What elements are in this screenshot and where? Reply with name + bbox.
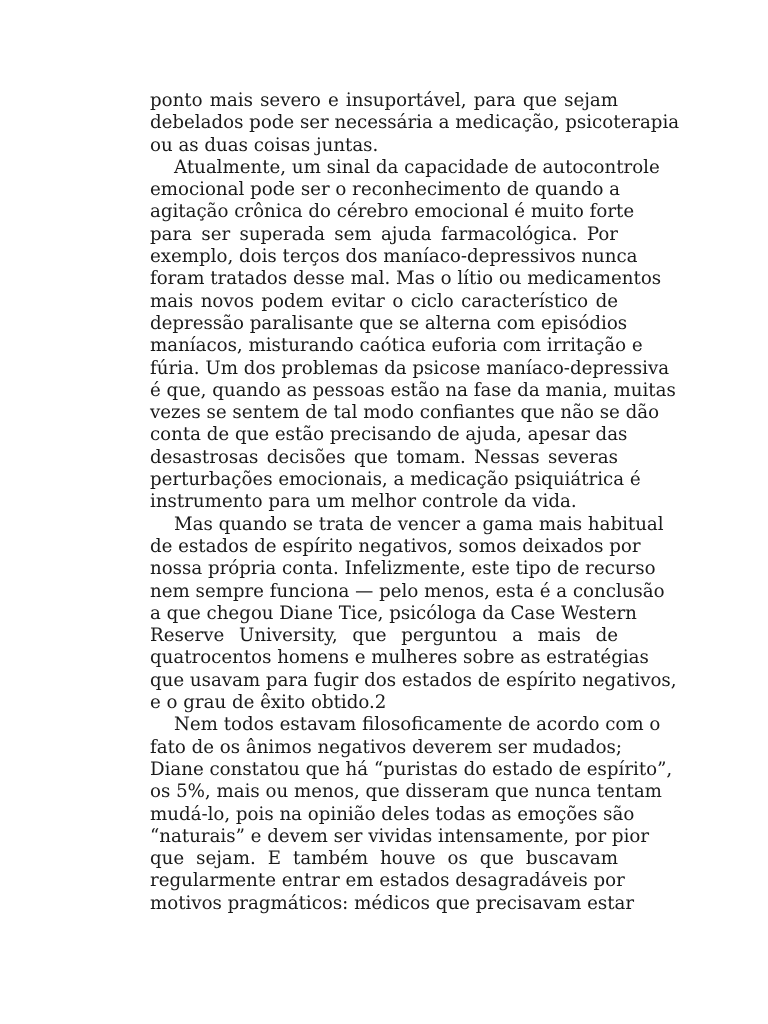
text-line: quatrocentos homens e mulheres sobre as estratégias [150,647,649,669]
text-line: emocional pode ser o reconhecimento de quando a [150,179,621,201]
text-line: instrumento para um melhor controle da vida. [150,491,577,513]
text-line: a que chegou Diane Tice, psicóloga da Case Western [150,602,637,624]
text-line: regularmente entrar em estados desagradáveis por [150,870,625,892]
text-line: Atualmente, um sinal da capacidade de autocontrole [174,156,660,178]
text-line: exemplo, dois terços dos maníaco-depressivos nunca [150,246,638,268]
text-line: que usavam para fugir dos estados de espírito negativos, [150,669,677,691]
text-line: perturbações emocionais, a medicação psiquiátrica é [150,469,641,491]
text-line: “naturais” e devem ser vividas intensamente, por pior [150,825,650,847]
text-line: fúria. Um dos problemas da psicose maníaco-depressiva [150,357,670,379]
text-line: vezes se sentem de tal modo confiantes que não se dão [150,402,660,424]
text-line: Nem todos estavam filosoficamente de acordo com o [174,714,661,736]
text-line: Mas quando se trata de vencer a gama mais habitual [174,513,664,535]
body-text [150,90,680,915]
text-line: conta de que estão precisando de ajuda, apesar das [150,424,628,446]
text-line: mudá-lo, pois na opinião deles todas as emoções são [150,803,635,825]
text-line: motivos pragmáticos: médicos que precisavam estar [150,892,635,914]
text-line: debelados pode ser necessária a medicação, psicoterapia [150,112,680,134]
text-line: ou as duas coisas juntas. [150,134,379,156]
text-line: para ser superada sem ajuda farmacológica. Por [150,223,618,245]
text-line: e o grau de êxito obtido.2 [150,692,387,714]
text-line: Reserve University, que perguntou a mais de [150,625,618,647]
text-line: mais novos podem evitar o ciclo característico de [150,290,618,312]
text-line: fato de os ânimos negativos deverem ser mudados; [150,736,622,758]
text-line: nossa própria conta. Infelizmente, este tipo de recurso [150,558,656,580]
text-line: foram tratados desse mal. Mas o lítio ou medicamentos [150,268,662,290]
text-line: maníacos, misturando caótica euforia com irritação e [150,335,643,357]
text-line: que sejam. E também houve os que buscavam [150,848,618,870]
text-line: de estados de espírito negativos, somos deixados por [150,535,641,557]
text-line: nem sempre funciona — pelo menos, esta é a conclusão [150,580,665,602]
text-line: desastrosas decisões que tomam. Nessas severas [150,446,618,468]
text-line: os 5%, mais ou menos, que disseram que nunca tentam [150,781,662,803]
text-line: ponto mais severo e insuportável, para que sejam [150,90,618,111]
text-line: Diane constatou que há “puristas do estado de espírito”, [150,758,673,780]
text-line: agitação crônica do cérebro emocional é muito forte [150,201,635,223]
text-line: é que, quando as pessoas estão na fase da mania, muitas [150,379,676,401]
text-line: depressão paralisante que se alterna com episódios [150,312,628,334]
